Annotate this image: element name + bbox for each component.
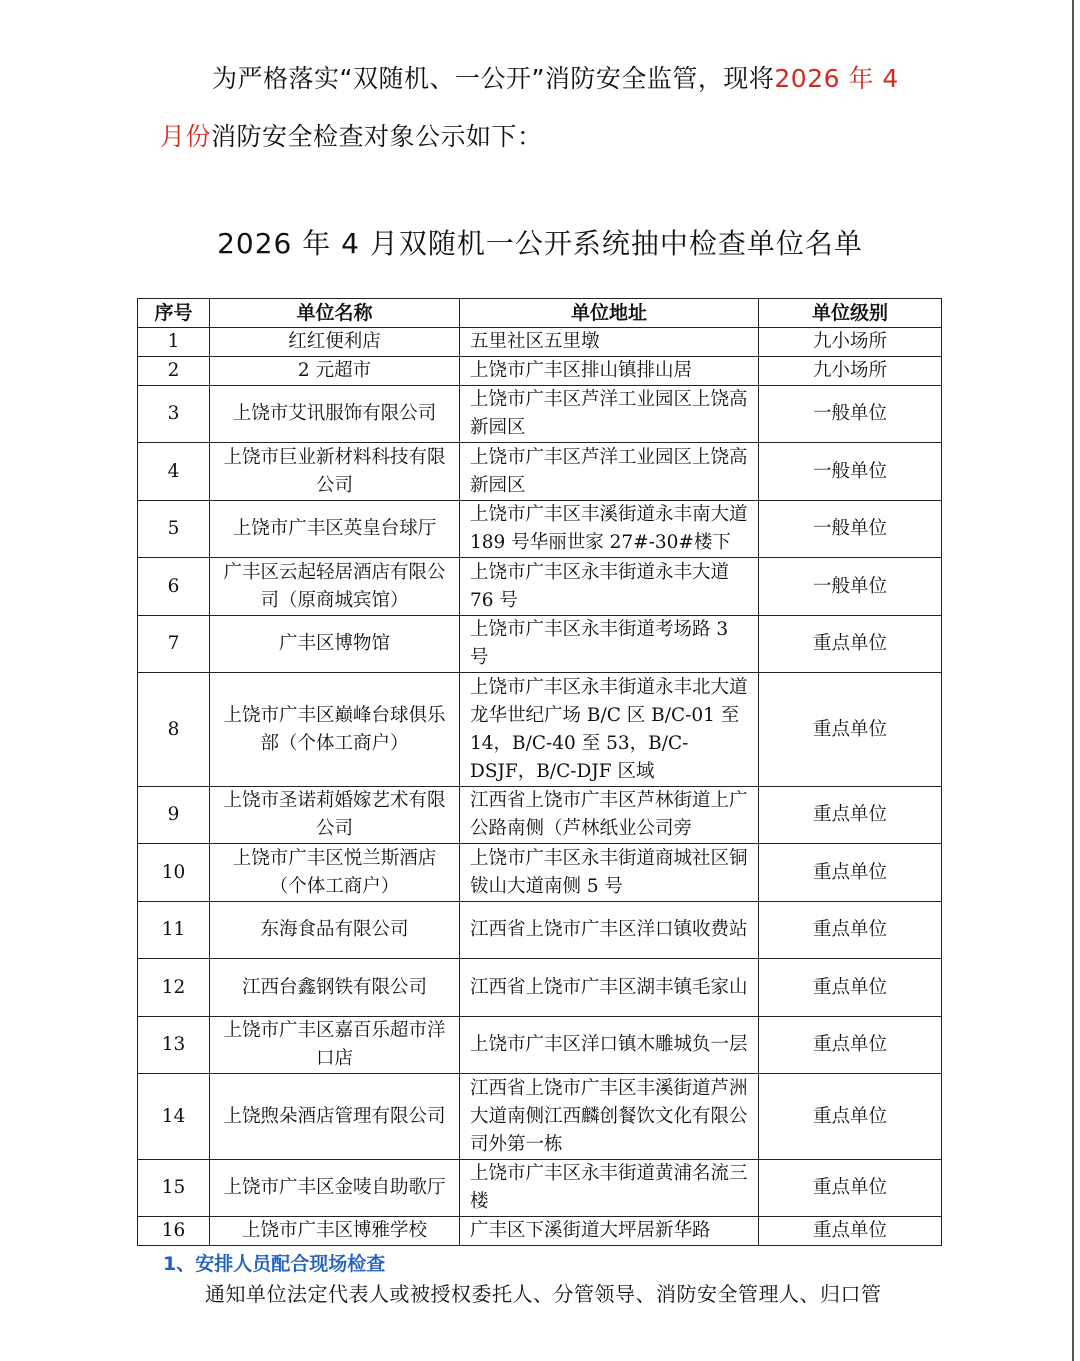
cell-no: 8 bbox=[138, 673, 210, 787]
page-edge-line bbox=[1072, 0, 1074, 1361]
section-heading: 1、安排人员配合现场检查 bbox=[163, 1253, 386, 1275]
cell-name: 上饶市广丰区嘉百乐超市洋口店 bbox=[210, 1017, 460, 1074]
cell-address: 上饶市广丰区芦洋工业园区上饶高新园区 bbox=[460, 386, 759, 443]
cell-name: 红红便利店 bbox=[210, 328, 460, 357]
cell-no: 15 bbox=[138, 1160, 210, 1217]
cell-name: 上饶市广丰区英皇台球厅 bbox=[210, 501, 460, 558]
cell-level: 九小场所 bbox=[759, 357, 942, 386]
cell-name: 2 元超市 bbox=[210, 357, 460, 386]
cell-level: 一般单位 bbox=[759, 558, 942, 616]
cell-level: 重点单位 bbox=[759, 1017, 942, 1074]
table-row bbox=[138, 558, 942, 616]
cell-address: 上饶市广丰区永丰街道考场路 3 号 bbox=[460, 616, 759, 673]
cell-address: 上饶市广丰区丰溪街道永丰南大道 189 号华丽世家 27#-30#楼下 bbox=[460, 501, 759, 558]
table-row bbox=[138, 616, 942, 673]
cell-no: 6 bbox=[138, 558, 210, 616]
header-address: 单位地址 bbox=[460, 299, 759, 328]
cell-no: 4 bbox=[138, 443, 210, 501]
cell-no: 14 bbox=[138, 1074, 210, 1160]
cell-address: 上饶市广丰区芦洋工业园区上饶高新园区 bbox=[460, 443, 759, 501]
cell-name: 上饶市广丰区博雅学校 bbox=[210, 1217, 460, 1246]
table-row bbox=[138, 1074, 942, 1160]
intro-text-2: 消防安全检查对象公示如下： bbox=[211, 122, 543, 151]
intro-highlight-month: 月份 bbox=[160, 122, 212, 151]
cell-name: 东海食品有限公司 bbox=[210, 902, 460, 959]
cell-name: 江西台鑫钢铁有限公司 bbox=[210, 959, 460, 1017]
cell-no: 10 bbox=[138, 844, 210, 902]
table-row bbox=[138, 1217, 942, 1246]
cell-name: 上饶市圣诺莉婚嫁艺术有限公司 bbox=[210, 787, 460, 844]
cell-no: 7 bbox=[138, 616, 210, 673]
table-row bbox=[138, 1160, 942, 1217]
cell-address: 江西省上饶市广丰区芦林街道上广公路南侧（芦林纸业公司旁 bbox=[460, 787, 759, 844]
inspection-table bbox=[137, 298, 942, 1246]
table-row bbox=[138, 902, 942, 959]
cell-level: 重点单位 bbox=[759, 902, 942, 959]
table-row bbox=[138, 386, 942, 443]
cell-address: 上饶市广丰区永丰街道黄浦名流三楼 bbox=[460, 1160, 759, 1217]
list-title: 2026 年 4 月双随机一公开系统抽中检查单位名单 bbox=[217, 227, 863, 260]
cell-level: 一般单位 bbox=[759, 501, 942, 558]
cell-no: 5 bbox=[138, 501, 210, 558]
table-row bbox=[138, 959, 942, 1017]
cell-name: 上饶煦朵酒店管理有限公司 bbox=[210, 1074, 460, 1160]
table-row bbox=[138, 357, 942, 386]
cell-level: 一般单位 bbox=[759, 443, 942, 501]
cell-no: 12 bbox=[138, 959, 210, 1017]
cell-address: 上饶市广丰区永丰街道永丰北大道龙华世纪广场 B/C 区 B/C-01 至 14，B/C-40 至 53，B/C-DSJF，B/C-DJF 区域 bbox=[460, 673, 759, 787]
cell-no: 9 bbox=[138, 787, 210, 844]
cell-level: 九小场所 bbox=[759, 328, 942, 357]
header-level: 单位级别 bbox=[759, 299, 942, 328]
cell-no: 13 bbox=[138, 1017, 210, 1074]
table-row bbox=[138, 673, 942, 787]
cell-name: 上饶市巨业新材料科技有限公司 bbox=[210, 443, 460, 501]
table-row bbox=[138, 501, 942, 558]
cell-no: 16 bbox=[138, 1217, 210, 1246]
intro-text-1: 为严格落实“双随机、一公开”消防安全监管，现将 bbox=[212, 64, 775, 93]
cell-no: 1 bbox=[138, 328, 210, 357]
cell-level: 重点单位 bbox=[759, 1160, 942, 1217]
cell-no: 11 bbox=[138, 902, 210, 959]
intro-paragraph bbox=[160, 50, 940, 166]
cell-address: 五里社区五里墩 bbox=[460, 328, 759, 357]
table-row bbox=[138, 1017, 942, 1074]
cell-address: 广丰区下溪街道大坪居新华路 bbox=[460, 1217, 759, 1246]
cell-name: 上饶市艾讯服饰有限公司 bbox=[210, 386, 460, 443]
body-text: 通知单位法定代表人或被授权委托人、分管领导、消防安全管理人、归口管 bbox=[205, 1282, 882, 1306]
cell-address: 江西省上饶市广丰区洋口镇收费站 bbox=[460, 902, 759, 959]
cell-name: 广丰区云起轻居酒店有限公司（原商城宾馆） bbox=[210, 558, 460, 616]
cell-name: 上饶市广丰区巅峰台球俱乐部（个体工商户） bbox=[210, 673, 460, 787]
cell-level: 一般单位 bbox=[759, 386, 942, 443]
table-row bbox=[138, 328, 942, 357]
cell-address: 上饶市广丰区永丰街道商城社区铜钹山大道南侧 5 号 bbox=[460, 844, 759, 902]
header-no: 序号 bbox=[138, 299, 210, 328]
cell-no: 2 bbox=[138, 357, 210, 386]
cell-level: 重点单位 bbox=[759, 673, 942, 787]
cell-address: 江西省上饶市广丰区湖丰镇毛家山 bbox=[460, 959, 759, 1017]
cell-address: 上饶市广丰区排山镇排山居 bbox=[460, 357, 759, 386]
table-header-row bbox=[138, 299, 942, 328]
intro-highlight-date: 2026 年 4 bbox=[774, 64, 899, 93]
cell-level: 重点单位 bbox=[759, 616, 942, 673]
table-row bbox=[138, 443, 942, 501]
header-name: 单位名称 bbox=[210, 299, 460, 328]
cell-no: 3 bbox=[138, 386, 210, 443]
cell-level: 重点单位 bbox=[759, 787, 942, 844]
cell-level: 重点单位 bbox=[759, 959, 942, 1017]
table-row bbox=[138, 787, 942, 844]
cell-name: 上饶市广丰区悦兰斯酒店（个体工商户） bbox=[210, 844, 460, 902]
table-row bbox=[138, 844, 942, 902]
cell-level: 重点单位 bbox=[759, 1217, 942, 1246]
cell-name: 上饶市广丰区金唛自助歌厅 bbox=[210, 1160, 460, 1217]
cell-address: 上饶市广丰区洋口镇木雕城负一层 bbox=[460, 1017, 759, 1074]
cell-address: 上饶市广丰区永丰街道永丰大道 76 号 bbox=[460, 558, 759, 616]
cell-name: 广丰区博物馆 bbox=[210, 616, 460, 673]
cell-level: 重点单位 bbox=[759, 844, 942, 902]
cell-level: 重点单位 bbox=[759, 1074, 942, 1160]
cell-address: 江西省上饶市广丰区丰溪街道芦洲大道南侧江西麟创餐饮文化有限公司外第一栋 bbox=[460, 1074, 759, 1160]
